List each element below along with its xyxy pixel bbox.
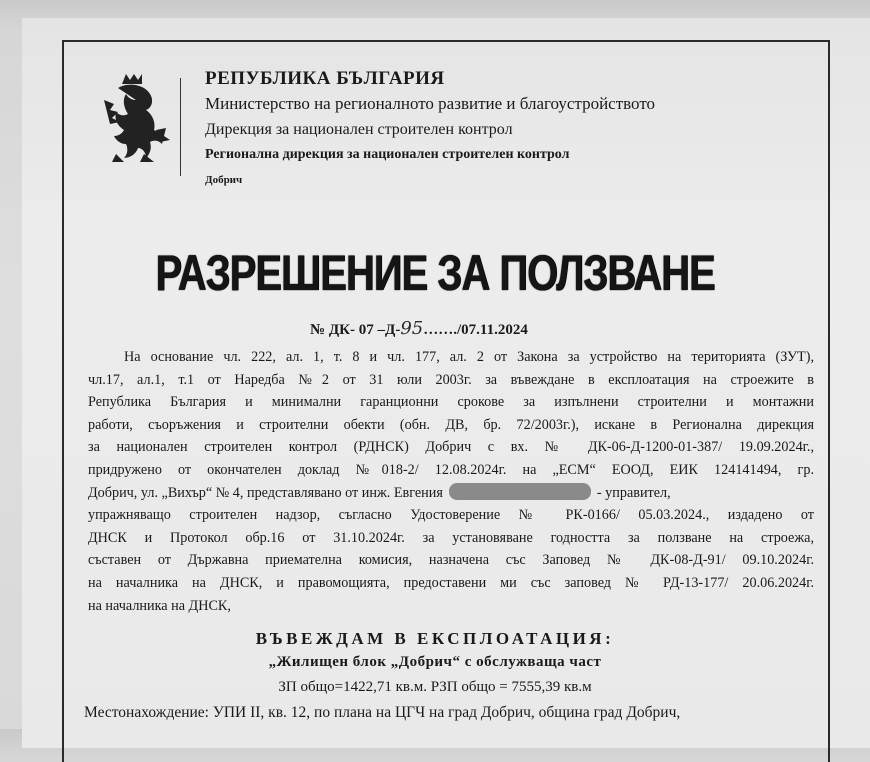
doc-number-prefix: № ДК- 07 –Д- [310,322,401,338]
header-divider [180,78,181,176]
body-line: чл.17, ал.1, т.1 от Наредба №2 от 31 юли 2003г. за въвеждане в експлоатация на строежите в [88,371,814,388]
body-line: на началника на ДНСК, [88,597,231,614]
header-republic: РЕПУБЛИКА БЪЛГАРИЯ [205,68,445,89]
body-line: на началника на ДНСК, и правомощията, предоставени ми със заповед № РД-13-177/ 20.06.2024г. [88,574,814,591]
document-body [88,346,814,617]
body-line-part: Добрич, ул. „Вихър“ № 4, представлявано от инж. Евгения [88,484,443,501]
lion-coat-of-arms-icon [96,70,172,166]
decision-areas: ЗП общо=1422,71 кв.м. РЗП общо = 7555,39 кв.м [278,679,592,695]
body-line-redacted [88,482,814,505]
decision-heading: ВЪВЕЖДАМ В ЕКСПЛОАТАЦИЯ: [255,629,615,648]
decision-location: Местонахождение: УПИ II, кв. 12, по плана на ЦГЧ на град Добрич, община град Добрич, [84,704,681,721]
body-line: упражняващо строителен надзор, съгласно Удостоверение № РК-0166/ 05.03.2024., издадено от [88,507,814,524]
doc-number-handwritten: 95 [400,318,424,339]
body-line: работи, съоръжения и строителни обекти (обн. ДВ, бр. 72/2003г.), искане в Регионална дирекция [88,416,814,433]
body-line: за национален строителен контрол (РДНСК) Добрич с вх. № ДК-06-Д-1200-01-387/ 19.09.2024г., [88,439,814,456]
body-line: Република България и минимални гаранционни срокове за изпълнени строителни и монтажни [88,394,814,411]
header-regional: Регионална дирекция за национален строителен контрол [205,147,570,162]
decision-object: „Жилищен блок „Добрич“ с обслужваща част [268,654,602,670]
document-number [310,318,528,339]
header-city: Добрич [205,174,243,186]
body-line-part: - управител, [596,484,671,501]
header-directorate: Дирекция за национален строителен контрол [205,121,513,138]
redaction-block [449,483,591,500]
document-title: РАЗРЕШЕНИЕ ЗА ПОЛЗВАНЕ [155,246,715,301]
body-line: съставен от Държавна приемателна комисия, назначена със Заповед № ДК-08-Д-91/ 09.10.2024г. [88,552,814,569]
body-line: На основание чл. 222, ал. 1, т. 8 и чл. 177, ал. 2 от Закона за устройство на територията (ЗУТ), [124,349,814,365]
header-ministry: Министерство на регионалното развитие и благоустройството [205,94,656,113]
body-line: ДНСК и Протокол обр.16 от 31.10.2024г. за установяване годността за ползване на строежа, [88,529,814,546]
body-line: придружено от окончателен доклад №018-2/ 12.08.2024г. на „ЕСМ“ ЕООД, ЕИК 124141494, гр. [88,461,814,478]
doc-number-suffix: ……./07.11.2024 [423,322,528,338]
